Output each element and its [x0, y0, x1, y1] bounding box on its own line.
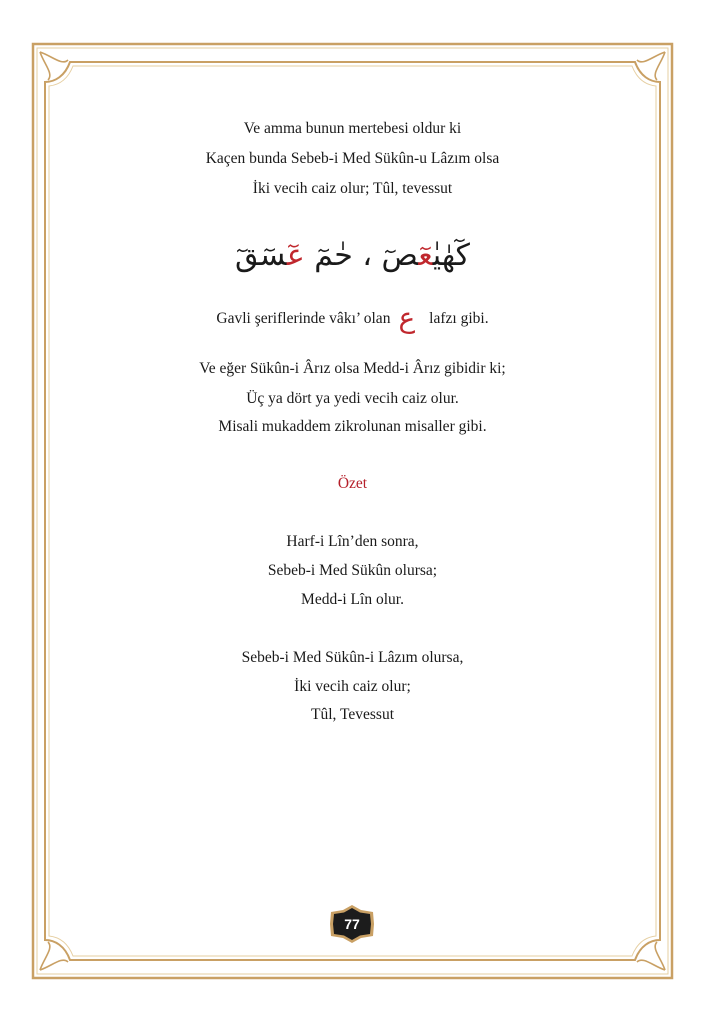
summary-heading: Özet [337, 475, 368, 492]
text-line: Sebeb-i Med Sükûn olursa; [267, 562, 438, 579]
text-line: Ve amma bunun mertebesi oldur ki [243, 120, 462, 137]
gavli-line [40, 301, 665, 334]
arabic-example [40, 236, 665, 276]
text-line: İki vecih caiz olur; Tûl, tevessut [252, 180, 453, 197]
arabic-word: كٓهٰيٰ [432, 238, 470, 273]
page-content [40, 0, 665, 1024]
gavli-after: lafzı gibi. [429, 310, 489, 327]
text-line: Ve eğer Sükûn-i Ârız olsa Medd-i Ârız gibidir ki; [199, 360, 506, 377]
text-line: Üç ya dört ya yedi vecih caiz olur. [246, 390, 459, 407]
arabic-separator: ، [352, 238, 382, 273]
arabic-word: صٓ [381, 238, 419, 273]
text-line: Misali mukaddem zikrolunan misaller gibi. [218, 418, 487, 435]
text-line: İki vecih caiz olur; [294, 678, 411, 695]
gavli-before: Gavli şeriflerinde vâkı’ olan [216, 310, 391, 327]
arabic-word: سٓقٓ [235, 238, 287, 273]
arabic-highlight: عٓ [418, 238, 433, 273]
arabic-word: حٰمٓ [304, 238, 353, 273]
text-line: Harf-i Lîn’den sonra, [286, 533, 419, 550]
text-line: Medd-i Lîn olur. [301, 591, 404, 608]
text-line: Sebeb-i Med Sükûn-i Lâzım olursa, [241, 649, 464, 666]
page-number: 77 [344, 916, 360, 932]
arabic-highlight: عٓ [286, 238, 305, 273]
arabic-letter-ayn: ع [398, 301, 416, 334]
text-line: Kaçen bunda Sebeb-i Med Sükûn-u Lâzım olsa [205, 150, 500, 167]
text-line: Tûl, Tevessut [310, 706, 394, 723]
